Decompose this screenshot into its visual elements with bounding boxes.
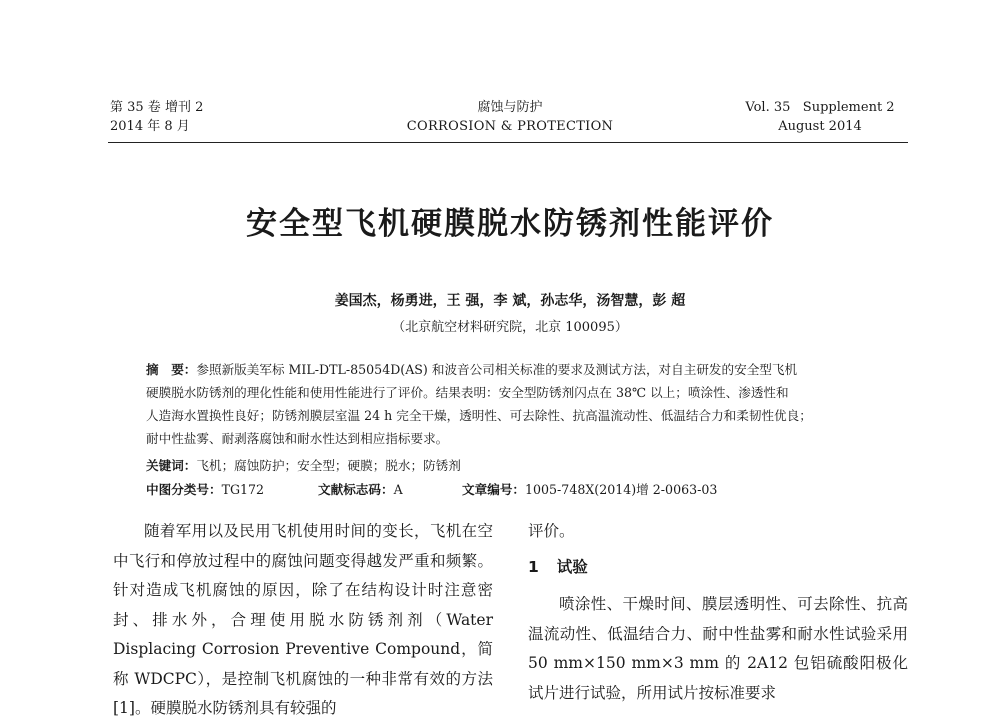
- journal-name-en: CORROSION & PROTECTION: [406, 119, 614, 134]
- intro-paragraph-end: 评价。: [528, 522, 575, 540]
- clc-number: 中图分类号：TG172: [146, 482, 265, 497]
- abstract-line: 耐中性盐雾、耐剥落腐蚀和耐水性达到相应指标要求。: [146, 431, 449, 446]
- journal-volume-info: [110, 98, 203, 136]
- keywords-text: 飞机；腐蚀防护；安全型；硬膜；脱水；防锈剂: [196, 458, 461, 473]
- journal-name-cn: 腐蚀与防护: [477, 100, 543, 115]
- classification-info: [146, 479, 906, 498]
- section-number: 1: [528, 557, 539, 576]
- paper-title: 安全型飞机硬膜脱水防锈剂性能评价: [246, 206, 774, 242]
- volume-issue: 第 35 卷 增刊 2: [110, 100, 204, 115]
- abstract-line: 摘 要：参照新版美军标 MIL-DTL-85054D(AS) 和波音公司相关标准的要求及测试方法，对自主研发的安全型飞机: [146, 362, 798, 377]
- abstract: [146, 358, 896, 450]
- journal-volume-info-en: [735, 98, 905, 136]
- abstract-line: 人造海水置换性良好；防锈剂膜层室温 24 h 完全干燥，透明性、可去除性、抗高温流动性、低温结合力和柔韧性优良；: [146, 408, 812, 423]
- body-column-left: [113, 517, 493, 724]
- volume-supplement: Vol. 35 Supplement 2: [745, 100, 895, 115]
- keywords: [146, 455, 461, 474]
- section-heading: [528, 553, 908, 583]
- intro-paragraph: 随着军用以及民用飞机使用时间的变长，飞机在空中飞行和停放过程中的腐蚀问题变得越发严重和频繁。针对造成飞机腐蚀的原因，除了在结构设计时注意密封、排水外，合理使用脱水防锈剂剂（Water Displacing Corrosion Preventive Compound，简称 WDCPC），是控制飞机腐蚀的一种非常有效的方法[1]。硬膜脱水防锈剂具有较强的: [113, 522, 493, 717]
- article-number: 文章编号：1005-748X(2014)增 2-0063-03: [462, 482, 718, 497]
- abstract-label: 摘 要：: [146, 362, 197, 377]
- journal-name: [380, 98, 640, 136]
- publication-date: 2014 年 8 月: [110, 119, 190, 134]
- header-rule: [108, 142, 908, 143]
- keywords-label: 关键词：: [146, 458, 197, 473]
- document-code: 文献标志码：A: [318, 482, 403, 497]
- abstract-line: 硬膜脱水防锈剂的理化性能和使用性能进行了评价。结果表明：安全型防锈剂闪点在 38℃ 以上；喷涂性、渗透性和: [146, 385, 789, 400]
- affiliation: （北京航空材料研究院，北京 100095）: [392, 320, 628, 335]
- publication-date-en: August 2014: [778, 119, 862, 134]
- section-title: 试验: [556, 557, 588, 576]
- experiment-paragraph: 喷涂性、干燥时间、膜层透明性、可去除性、抗高温流动性、低温结合力、耐中性盐雾和耐水性试验采用 50 mm×150 mm×3 mm 的 2A12 包铝硫酸阳极化试片进行试验，所用试片按标准要求: [528, 595, 908, 702]
- body-column-right: [528, 517, 908, 708]
- authors: 姜国杰，杨勇进，王 强，李 斌，孙志华，汤智慧，彭 超: [334, 293, 686, 309]
